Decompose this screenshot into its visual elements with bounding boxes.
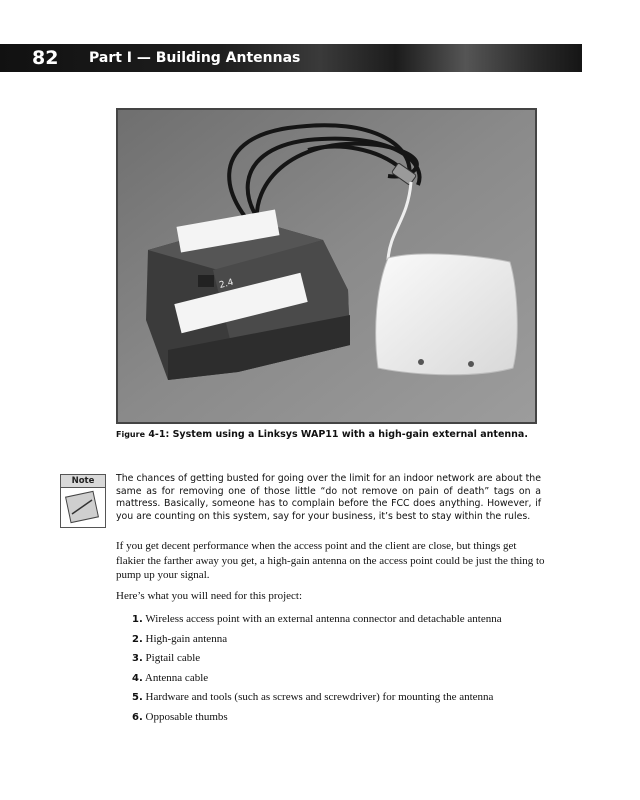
panel-antenna	[376, 254, 518, 375]
paragraph-2: Here’s what you will need for this project:	[116, 590, 303, 602]
page-number: 82	[32, 47, 59, 69]
device-label: 2.4	[218, 277, 235, 291]
running-head: Part I — Building Antennas	[89, 50, 301, 66]
photo-illustration	[118, 110, 535, 422]
figure-caption	[116, 429, 546, 440]
caption-number: 4-1:	[148, 429, 170, 440]
note-label: Note	[60, 474, 106, 488]
list-item: 6. Opposable thumbs	[132, 710, 228, 723]
figure-photo	[116, 108, 537, 424]
paragraph-1: If you get decent performance when the access point and the client are close, but things get flakier the farther away you get, a high-gain antenna on the access point could be just the thing to pump up your signal.	[116, 540, 545, 581]
requirements-list	[132, 610, 552, 727]
caption-prefix: Figure	[116, 430, 145, 439]
list-item: 1. Wireless access point with an external antenna connector and detachable antenna	[132, 613, 502, 625]
list-item: 4. Antenna cable	[132, 671, 209, 684]
caption-text: System using a Linksys WAP11 with a high-gain external antenna.	[172, 429, 528, 440]
list-item: 2. High-gain antenna	[132, 632, 228, 645]
note-text: The chances of getting busted for going over the limit for an indoor network are about the same as for removing one of those little “do not remove on pain of death” tags on a mattress. Basically, someone has to complain before the FCC does anything. However, if you are counting on this system, say for your business, it’s best to stay within the rules.	[116, 473, 541, 522]
list-item: 5. Hardware and tools (such as screws and screwdriver) for mounting the antenna	[132, 691, 494, 703]
list-item: 3. Pigtail cable	[132, 652, 201, 664]
